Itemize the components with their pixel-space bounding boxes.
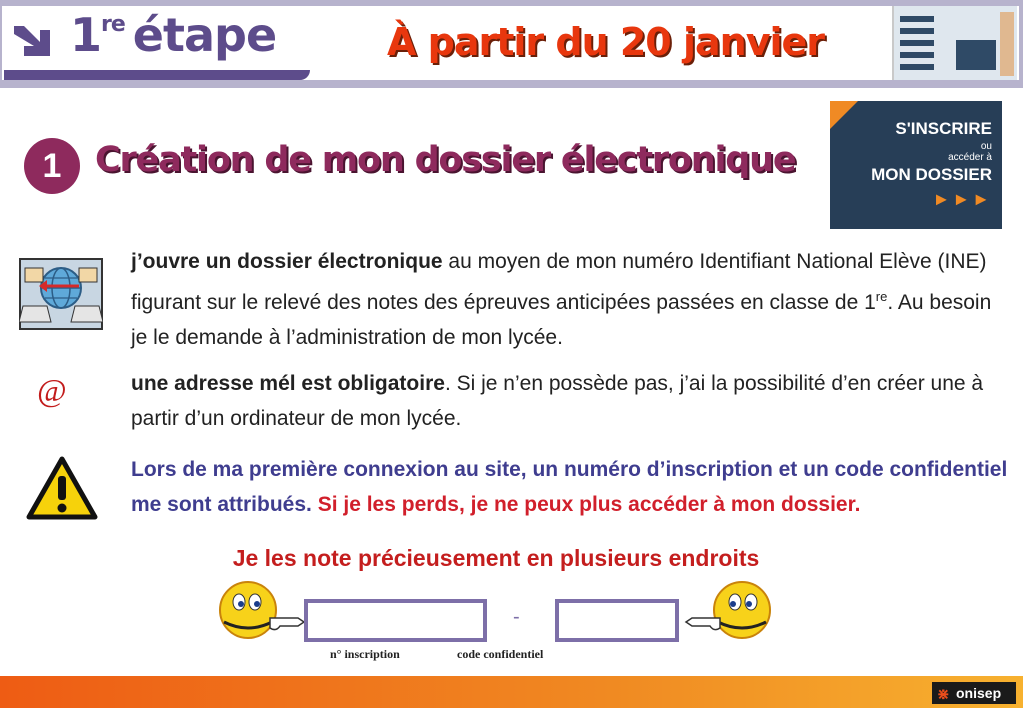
arrow-down-right-icon [10,20,58,60]
arrows-icon: ►►► [932,189,992,209]
at-icon: @ [37,372,67,408]
paragraph-ine-text-end: . Au besoin je le demande à l’administration de mon lycée. [131,291,992,349]
paragraph-ine-text: au moyen de mon numéro Identifiant National Elève (INE) figurant sur le relevé des notes des épreuves anticipées passées en classe de 1 [131,250,987,314]
access-label: accéder à [948,152,992,163]
smiley-left-icon [210,578,308,644]
signup-label: S'INSCRIRE [895,119,992,138]
onisep-mark-icon: ⋇ [937,686,950,703]
paragraph-ine-bold: j’ouvre un dossier électronique [131,250,443,273]
dossier-label: MON DOSSIER [871,165,992,184]
thumb-line [900,52,934,58]
smiley-right-icon [680,578,780,644]
footer-bar [0,676,1023,708]
paragraph-warning-red: Si je les perds, je ne peux plus accéder à mon dossier. [317,493,861,516]
inscription-number-box [304,599,487,642]
separator-dash: - [513,606,520,628]
signup-access-button[interactable] [830,101,1002,229]
warning-icon [26,456,98,520]
paragraph-warning [131,452,1011,522]
section-number-badge: 1 [24,138,80,194]
top-banner [0,0,1023,88]
step-underline [4,70,310,80]
or-label: ou [980,141,992,152]
computer-network-icon [19,258,103,330]
paragraph-warning-text: Lors de ma première connexion au site, un numéro d’inscription et un code confidentiel me sont attribués. [131,458,1008,516]
thumb-line [900,64,934,70]
paragraph-email-bold: une adresse mél est obligatoire [131,372,445,395]
paragraph-ine [131,244,1001,355]
thumb-line [900,28,934,34]
onisep-brand: onisep [956,685,1002,701]
step-label: 1re étape [70,8,277,62]
paragraph-email [131,366,1001,436]
step-indicator [4,6,314,80]
thumb-line [900,40,934,46]
confidential-code-box [555,599,679,642]
paragraph-ine-suffix: re [875,289,888,304]
section-title: Création de mon dossier électronique [95,140,796,180]
website-thumbnail [892,6,1017,80]
date-title: À partir du 20 janvier [387,20,825,64]
banner-inner [2,6,1019,80]
paragraph-email-text: . Si je n’en possède pas, j’ai la possibilité d’en créer une à partir d’un ordinateur de mon lycée. [131,372,984,430]
thumb-sidebar [1000,12,1014,76]
thumb-line [900,16,934,22]
onisep-logo[interactable] [932,682,1016,704]
note-heading: Je les note précieusement en plusieurs endroits [232,545,760,571]
thumb-panel [956,40,996,70]
inscription-label: n° inscription [330,647,400,661]
code-label: code confidentiel [457,647,544,661]
corner-accent [830,101,858,129]
